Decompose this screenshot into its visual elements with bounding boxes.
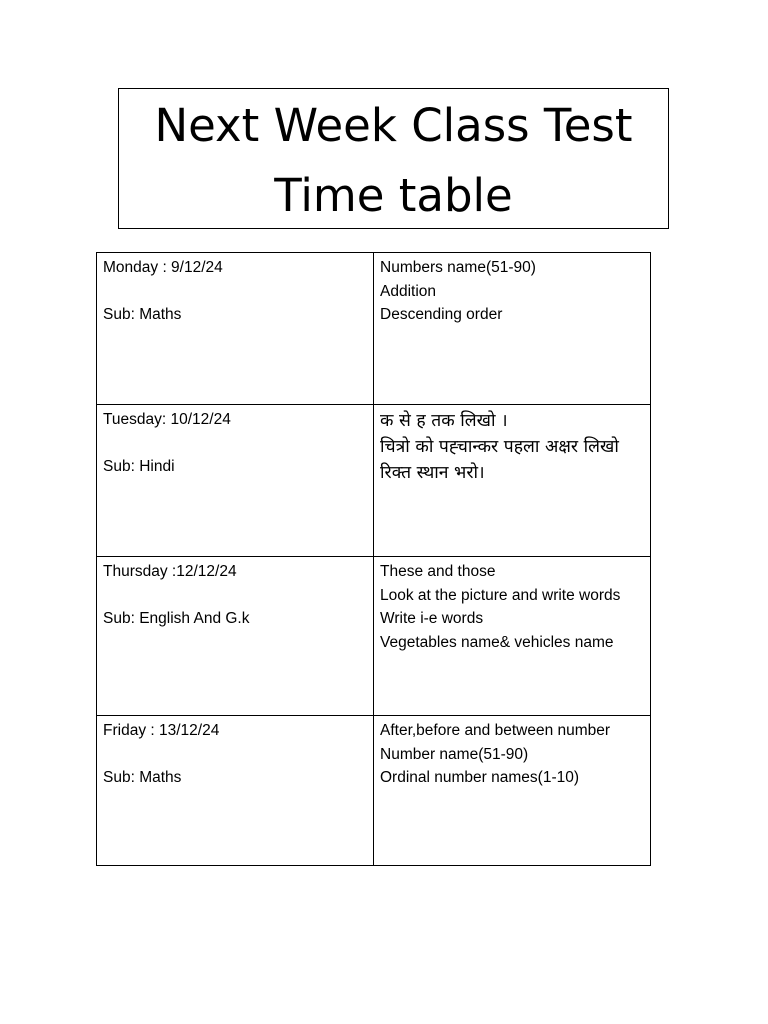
topic-item: Look at the picture and write words [380, 586, 621, 604]
topic-item: Ordinal number names(1-10) [380, 769, 580, 786]
subject: Sub: English And G.k [103, 610, 250, 627]
day-date: Friday : 13/12/24 [103, 722, 220, 739]
topic-item: Number name(51-90) [380, 745, 529, 763]
topic-item: These and those [380, 563, 496, 580]
day-cell [97, 253, 374, 405]
topics-cell [374, 253, 651, 405]
day-date: Monday : 9/12/24 [103, 259, 223, 276]
topic-item: Vegetables name& vehicles name [380, 633, 614, 651]
subject: Sub: Maths [103, 769, 182, 786]
subject: Sub: Hindi [103, 458, 175, 475]
topic-item: Numbers name(51-90) [380, 259, 536, 276]
topic-item: Descending order [380, 306, 503, 323]
topic-item: चित्रो को पह्चान्कर पहला अक्षर लिखो [380, 437, 619, 457]
table-row-thursday [97, 557, 651, 716]
day-cell [97, 405, 374, 557]
topic-item: क से ह तक लिखो । [380, 411, 508, 431]
day-cell [97, 716, 374, 866]
topics-cell [374, 716, 651, 866]
topics-cell [374, 557, 651, 716]
title-box [118, 88, 669, 229]
title-line-1: Next Week Class Test [154, 99, 633, 152]
title-line-2: Time table [274, 169, 513, 222]
topic-item: Addition [380, 282, 437, 300]
subject: Sub: Maths [103, 306, 182, 323]
topic-item: After,before and between number [380, 722, 611, 739]
day-date: Thursday :12/12/24 [103, 563, 237, 580]
table-row-monday [97, 253, 651, 405]
topic-item: Write i-e words [380, 610, 484, 627]
table-row-friday [97, 716, 651, 866]
timetable [96, 252, 651, 866]
day-cell [97, 557, 374, 716]
table-row-tuesday [97, 405, 651, 557]
topic-item: रिक्त स्थान भरो। [380, 463, 485, 483]
topics-cell [374, 405, 651, 557]
day-date: Tuesday: 10/12/24 [103, 411, 231, 428]
